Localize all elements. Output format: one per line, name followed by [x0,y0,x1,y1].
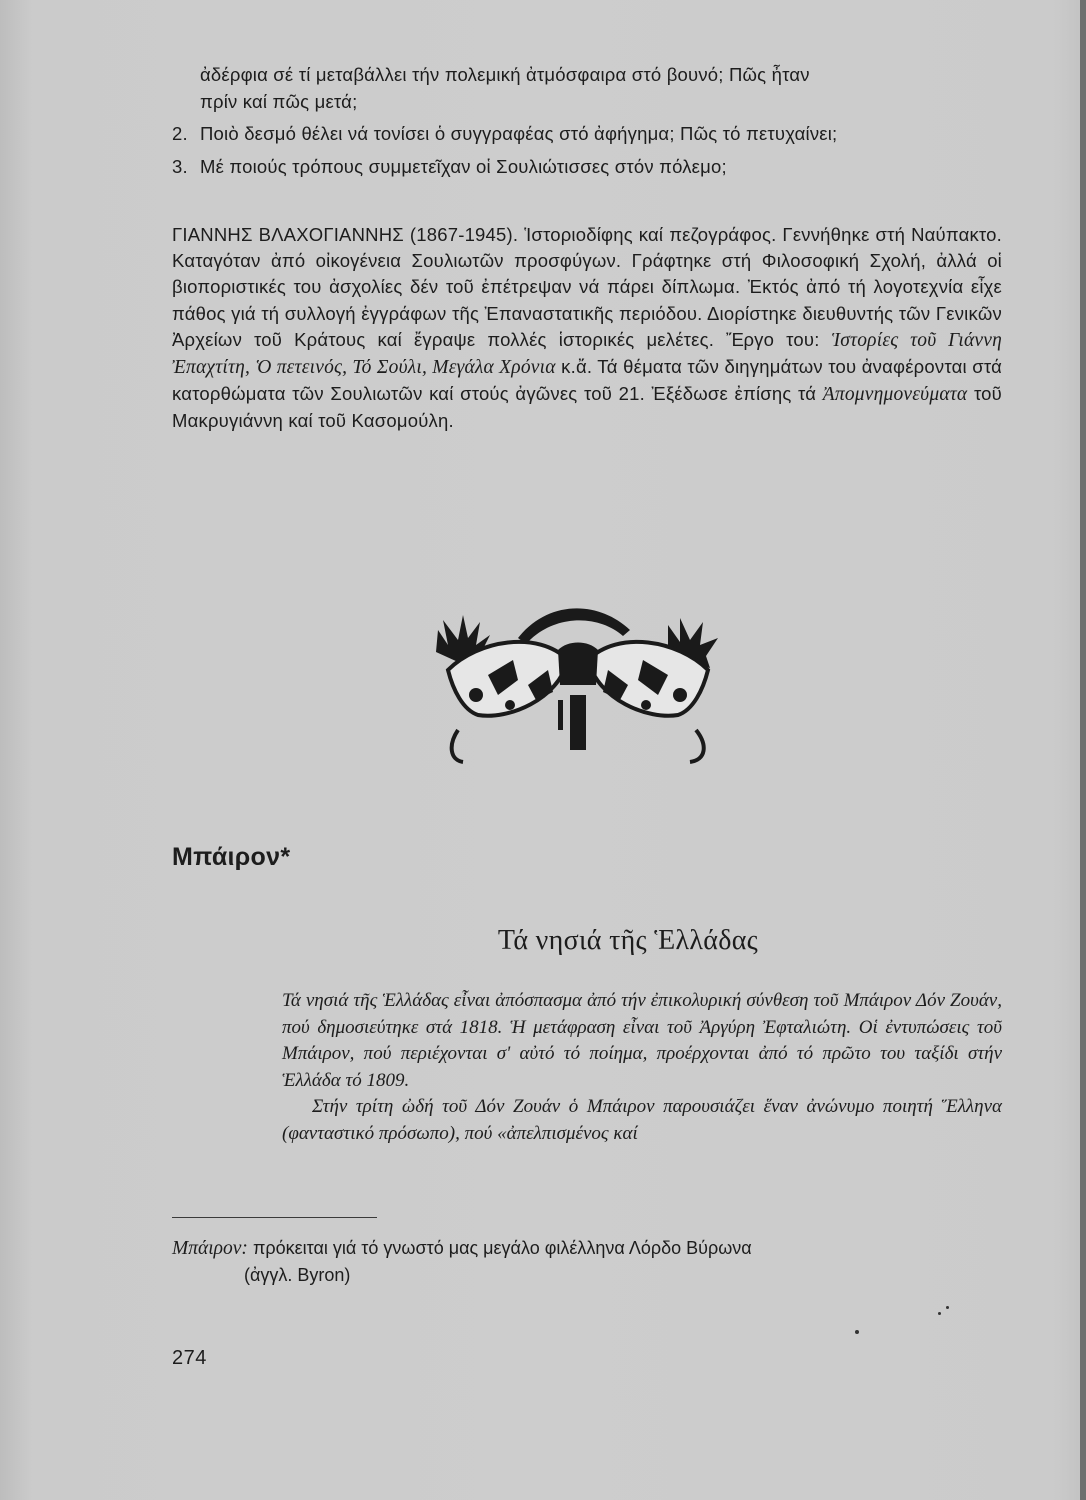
bio-text-2: κ.ἄ. Τά θέματα τῶν διηγημάτων του ἀναφέρονται στά κατορθώματα τῶν Σουλιωτῶν καί στούς ἀγῶνες τοῦ 21. Ἐξέδωσε ἐπίσης τά [172,356,1002,405]
question-1-line-2: πρίν καί πῶς μετά; [200,90,358,112]
question-1-line-1: ἀδέρφια σέ τί μεταβάλλει τήν πολεμική ἀτμόσφαιρα στό βουνό; Πῶς ἦταν [200,64,810,85]
bio-text-1: ΓΙΑΝΝΗΣ ΒΛΑΧΟΓΙΑΝΝΗΣ (1867-1945). Ἱστοριοδίφης καί πεζογράφος. Γεννήθηκε στή Ναύπακτο. Καταγόταν ἀπό οἰκογένεια Σουλιωτῶν προσφύγων. Γράφτηκε στή Φιλοσοφική Σχολή, ἀλλά οἱ βιοποριστικές του ἀσχολίες δέν τοῦ ἐπέτρεψαν νά πάρει δίπλωμα. Ἐκτός ἀπό τή λογοτεχνία εἶχε πάθος γιά τή συλλογή ἐγγράφων τῆς Ἐπαναστατικῆς περιόδου. Διορίστηκε διευθυντής τῶν Γενικῶν Ἀρχείων τοῦ Κράτους καί ἔγραψε πολλές ἱστορικές μελέτες. Ἔργο του: [172,224,1002,350]
footnote-line-1 [172,1235,1002,1262]
questions-list [172,62,1002,180]
author-biography [172,222,1002,435]
question-3-text: Μέ ποιούς τρόπους συμμετεῖχαν οἱ Σουλιώτισσες στόν πόλεμο; [200,155,727,177]
question-2-number: 2. [172,123,188,144]
poem-introduction [282,988,1002,1147]
print-speck [946,1306,949,1309]
print-speck [938,1312,941,1315]
intro-paragraph-1: Τά νησιά τῆς Ἑλλάδας εἶναι ἀπόσπασμα ἀπό τήν ἐπικολυρική σύνθεση τοῦ Μπάιρον Δόν Ζουάν, πού δημοσιεύτηκε στά 1818. Ἡ μετάφραση εἶναι τοῦ Ἀργύρη Ἐφταλιώτη. Οἱ ἐντυπώσεις τοῦ Μπάιρον, πού περιέχονται σ' αὐτό τό ποίημα, προέρχονται ἀπό τό πρῶτο του ταξίδι στήν Ἑλλάδα τό 1809. [282,990,1002,1091]
question-3 [172,154,1002,181]
bio-works: Ἱστορίες τοῦ Γιάννη Ἐπαχτίτη, Ὁ πετεινός, Τό Σούλι, Μεγάλα Χρόνια [172,329,1002,379]
page-number: 274 [172,1347,207,1369]
bio-memoirs: Ἀπομνημονεύματα [822,384,968,406]
footnote-term: Μπάιρον: [172,1238,248,1259]
bio-text-3: τοῦ Μακρυγιάννη καί τοῦ Κασομούλη. [172,383,1002,432]
footnote-text: πρόκειται γιά τό γνωστό μας μεγάλο φιλέλληνα Λόρδο Βύρωνα [247,1238,752,1258]
print-speck [855,1330,859,1334]
question-3-number: 3. [172,155,188,177]
question-2 [172,121,1002,148]
footnote-line-2: (ἀγγλ. Byron) [244,1265,351,1285]
question-2-text: Ποιὸ δεσμό θέλει νά τονίσει ὁ συγγραφέας στό ἀφήγημα; Πῶς τό πετυχαίνει; [200,123,838,144]
floral-ornament-icon [418,600,738,770]
section-author-heading: Μπάιρον* [172,843,291,871]
poem-title: Τά νησιά τῆς Ἑλλάδας [497,925,759,956]
footnote [172,1235,1002,1288]
page-edge [1080,0,1086,1500]
footnote-divider [172,1217,377,1218]
intro-paragraph-2: Στήν τρίτη ὠδή τοῦ Δόν Ζουάν ὁ Μπάιρον παρουσιάζει ἕναν ἀνώνυμο ποιητή Ἕλληνα (φανταστικό πρόσωπο), πού «ἀπελπισμένος καί [282,1096,1002,1144]
